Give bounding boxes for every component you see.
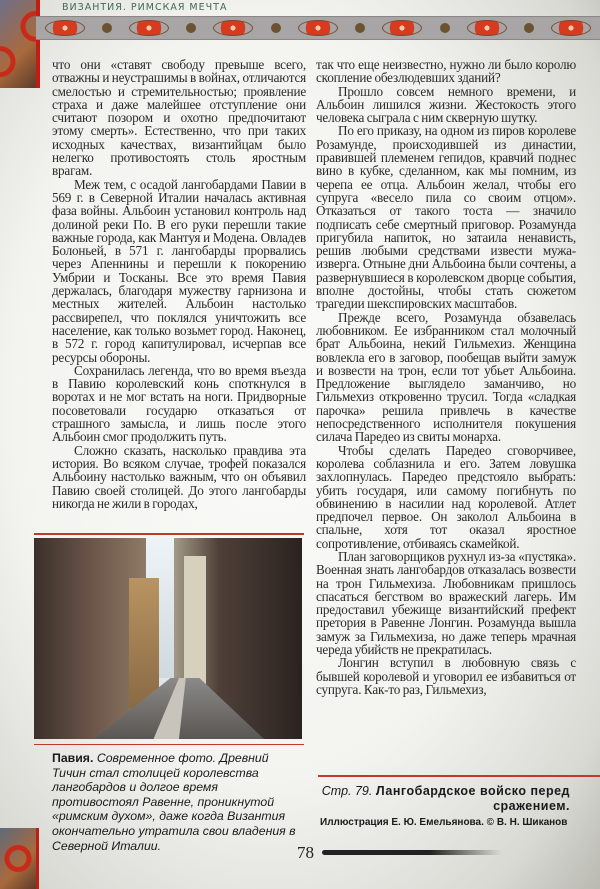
paragraph: Сложно сказать, насколько правдива эта история. Во всяком случае, трофей показался Альбоину настолько важным, что он объявил Павию своей столицей. До этого лангобарды никогда не жили в городах,	[52, 442, 306, 511]
ornament-motif	[382, 20, 422, 36]
ornament-dot	[102, 23, 112, 33]
ornamental-band	[36, 16, 600, 40]
ornament-dot	[524, 23, 534, 33]
illustration-caption	[320, 784, 570, 828]
divider-line	[34, 744, 304, 745]
ornament-corner-top	[0, 0, 40, 88]
divider-line	[34, 533, 304, 535]
page-number: 78	[297, 843, 314, 862]
paragraph: Меж тем, с осадой лангобардами Павии в 569 г. в Северной Италии началась активная фаза войны. Альбоин установил контроль над долиной реки По. В его руки перешли такие важные города, как Мантуя и Модена. Овладев Болоньей, в 571 г. лангобарды прорвались через Апеннины и перешли к покорению Умбрии и Тосканы. Все это время Павия держалась, благодаря мужеству гарнизона и местных жителей. Альбоин настолько рассвирепел, что поклялся уничтожить все население, как только возьмет город. Наконец, в 572 г. город капитулировал, исчерпав все ресурсы обороны.	[52, 176, 306, 365]
caption-text: Современное фото. Древний Тичин стал столицей королевства лангобардов и долгое время противостоял Равенне, проникнутой «римским духом», даже когда Византия окончательно утратила свои владения в Северной Италии.	[52, 751, 296, 853]
page-number-rule	[322, 850, 502, 855]
caption-lead: Павия.	[52, 751, 94, 765]
ornament-motif	[467, 20, 507, 36]
ornament-dot	[186, 23, 196, 33]
ornament-motif	[298, 20, 338, 36]
left-text-column	[52, 58, 306, 510]
ornament-dot	[355, 23, 365, 33]
paragraph: По его приказу, на одном из пиров королеве Розамунде, происходившей из династии, правившей племенем гепидов, кравчий поднес вино в кубке, сделанном, как мы помним, из черепа ее отца. Альбоин желал, чтобы его супруга «весело пила со своим отцом». Отказаться от такого тоста — значило подписать себе смертный приговор. Розамунда пригубила напиток, но затаила ненависть, решив любыми средствами извести мужа-изверга. Отныне дни Альбоина были сочтены, а развернувшиеся в королевском дворце события, вполне достойны, чтобы стать сюжетом трагедии шекспировских масштабов.	[316, 123, 576, 312]
running-title: ВИЗАНТИЯ. РИМСКАЯ МЕЧТА	[62, 2, 228, 13]
page-reference: Стр. 79.	[321, 784, 373, 798]
ornament-corner-bottom	[0, 828, 39, 889]
paragraph: что они «ставят свободу превыше всего, отважны и неустрашимы в войнах, отличаются смелостью и стремительностью; проявление страха и даже малейшее отступление они считают позором и охотно предпочитают этому смерть». Естественно, что при таких исходных качествах, византийцам было нелегко противостоять столь яростным врагам.	[52, 57, 306, 179]
paragraph: так что еще неизвестно, нужно ли было королю скопление обезлюдевших зданий?	[316, 57, 576, 86]
ornament-motif	[551, 20, 591, 36]
right-text-column	[316, 58, 576, 696]
illustration-credit: Иллюстрация Е. Ю. Емельянова. © В. Н. Шиканов	[320, 817, 568, 828]
paragraph: Чтобы сделать Паредео сговорчивее, королева соблазнила и его. Затем ловушка захлопнулась. Паредео предстояло выбрать: убить государя, или самому погибнуть по обвинению в насилии над королевой. Атлет предпочел первое. Он заколол Альбоина в спальне, хотя тот оказал яростное сопротивление, отбиваясь скамейкой.	[316, 442, 576, 551]
divider-line	[318, 775, 600, 777]
photo-caption	[52, 751, 304, 853]
paragraph: Лонгин вступил в любовную связь с бывшей королевой и уговорил ее избавиться от супруга. Как-то раз, Гильмехиз,	[316, 655, 576, 697]
paragraph: Прошло совсем немного времени, и Альбоин лишился жизни. Жестокость этого человека сыграла с ним скверную шутку.	[316, 83, 576, 126]
ornament-dot	[440, 23, 450, 33]
illustration-title: Лангобардское войско перед сражением.	[375, 784, 570, 813]
ornament-motif	[45, 20, 85, 36]
ornament-dot	[271, 23, 281, 33]
paragraph: План заговорщиков рухнул из-за «пустяка». Военная знать лангобардов отказалась возвести на трон Гильмехиза. Любовникам пришлось спасаться бегством во вражеский лагерь. Им предоставил убежище византийский префект претория в Равенне Лонгин. Розамунда вышла замуж за Гильмехиза, но даже теперь мрачная череда убийств не прекратилась.	[316, 548, 576, 658]
ornament-motif	[129, 20, 169, 36]
ornament-motif	[213, 20, 253, 36]
paragraph: Прежде всего, Розамунда обзавелась любовником. Ее избранником стал молочный брат Альбоина, некий Гильмехиз. Женщина вовлекла его в заговор, пообещав выйти замуж и возвести на трон, если тот убьет Альбоина. Предложение выглядело заманчиво, но Гильмехиз откровенно трусил. Тогда «сладкая парочка» решила привлечь в качестве непосредственного исполнителя покушения силача Паредео из свиты монарха.	[316, 309, 576, 445]
paragraph: Сохранилась легенда, что во время въезда в Павию королевский конь споткнулся в воротах и не мог встать на ноги. Придворные посоветовали государю отказаться от страшного замысла, и лишь после этого Альбоин смог продолжить путь.	[52, 362, 306, 445]
pavia-street-photo	[34, 538, 302, 739]
